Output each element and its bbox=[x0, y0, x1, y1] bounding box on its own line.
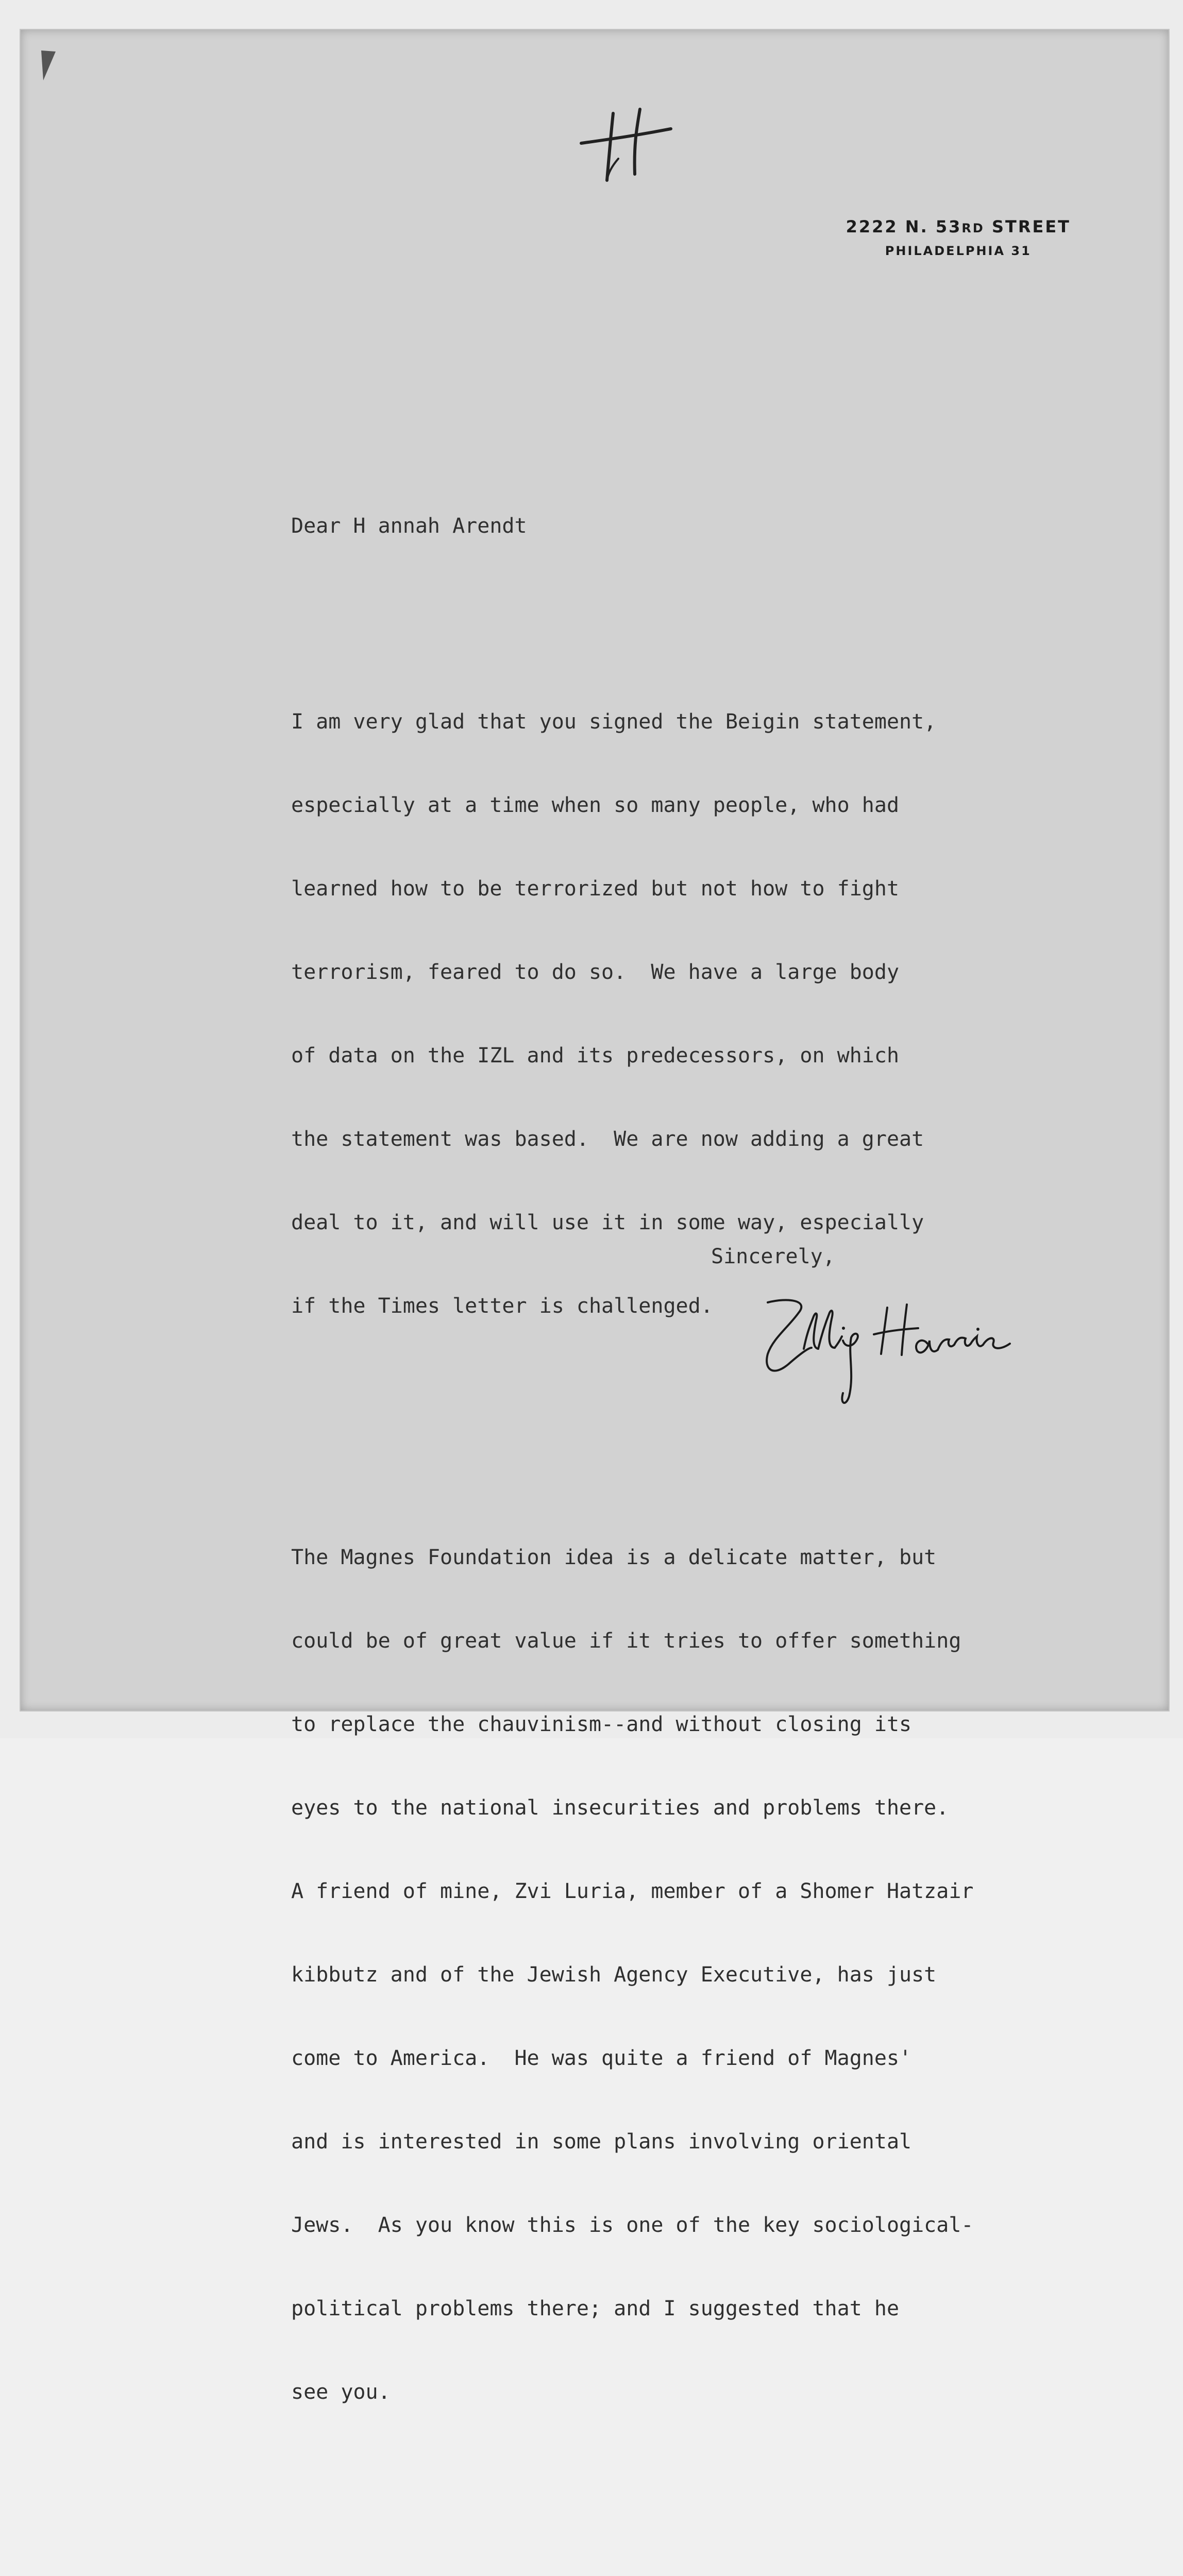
paragraph-line: could be of great value if it tries to offer something bbox=[291, 1629, 961, 1653]
paragraph-line: to replace the chauvinism--and without closing its bbox=[291, 1713, 912, 1736]
street-number: 2222 N. 53 bbox=[846, 217, 962, 236]
letter-body bbox=[291, 456, 1095, 2576]
handwritten-signature bbox=[752, 1287, 1030, 1416]
paragraph-line: political problems there; and I suggested that he bbox=[291, 2297, 900, 2320]
paragraph-2 bbox=[291, 1488, 1095, 2462]
letterhead-city: PHILADELPHIA 31 bbox=[885, 244, 1032, 258]
letterhead-street bbox=[846, 215, 1071, 240]
paragraph-line: learned how to be terrorized but not how to fight bbox=[291, 877, 900, 901]
paragraph-line: the statement was based. We are now adding a great bbox=[291, 1127, 924, 1151]
paragraph-line: eyes to the national insecurities and problems there. bbox=[291, 1796, 949, 1820]
paragraph-line: Jews. As you know this is one of the key sociological- bbox=[291, 2213, 974, 2237]
paragraph-line: and is interested in some plans involving oriental bbox=[291, 2130, 912, 2154]
paragraph-line: if the Times letter is challenged. bbox=[291, 1294, 713, 1318]
salutation: Dear H annah Arendt bbox=[291, 514, 527, 538]
closing: Sincerely, bbox=[711, 1245, 835, 1268]
street-name: STREET bbox=[991, 217, 1071, 236]
paragraph-line: terrorism, feared to do so. We have a large body bbox=[291, 960, 900, 984]
letterhead-address bbox=[846, 215, 1071, 262]
paragraph-line: A friend of mine, Zvi Luria, member of a Shomer Hatzair bbox=[291, 1879, 974, 1903]
handwritten-initial-mark bbox=[577, 107, 675, 184]
paragraph-line: of data on the IZL and its predecessors, on which bbox=[291, 1044, 900, 1067]
paragraph-line: I am very glad that you signed the Beigin statement, bbox=[291, 710, 937, 734]
paragraph-line: kibbutz and of the Jewish Agency Executive, has just bbox=[291, 1963, 937, 1987]
corner-fold-mark bbox=[40, 49, 59, 86]
paragraph-3 bbox=[291, 2574, 1095, 2576]
paragraph-line: come to America. He was quite a friend of Magnes' bbox=[291, 2046, 912, 2070]
paragraph-line: especially at a time when so many people, who had bbox=[291, 793, 900, 817]
paragraph-line: see you. bbox=[291, 2380, 391, 2404]
letter-sheet bbox=[21, 30, 1169, 2404]
street-suffix: RD bbox=[961, 221, 985, 235]
paragraph-1 bbox=[291, 652, 1095, 1376]
paragraph-line: deal to it, and will use it in some way, especially bbox=[291, 1211, 924, 1234]
paragraph-line: The Magnes Foundation idea is a delicate matter, but bbox=[291, 1546, 937, 1569]
